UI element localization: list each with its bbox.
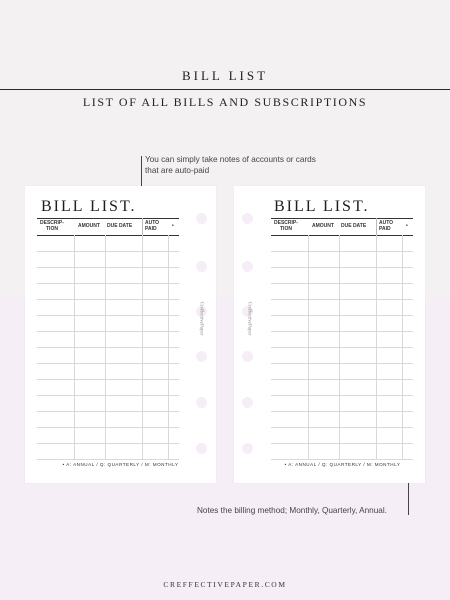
brand-watermark: CreffectivePaper: [246, 301, 252, 336]
column-header-description: [40, 220, 64, 232]
table-row-rule: [271, 283, 413, 284]
ring-hole: [242, 351, 253, 362]
column-header-due-date: DUE DATE: [107, 223, 133, 229]
table-row-rule: [37, 411, 179, 412]
column-header-amount: AMOUNT: [78, 223, 100, 229]
site-url: CREFFECTIVEPAPER.COM: [163, 580, 287, 589]
page-subtitle: LIST OF ALL BILLS AND SUBSCRIPTIONS: [82, 95, 368, 109]
table-row-rule: [271, 379, 413, 380]
column-header-due-date: DUE DATE: [341, 223, 367, 229]
table-row-rule: [37, 267, 179, 268]
column-header-billing-marker: •: [172, 223, 174, 229]
planner-page-title: BILL LIST.: [274, 198, 370, 215]
table-row-rule: [271, 347, 413, 348]
table-row-rule: [37, 443, 179, 444]
ring-hole: [242, 397, 253, 408]
column-header-auto-paid-line1: AUTO: [379, 220, 394, 226]
table-row-rule: [37, 347, 179, 348]
column-header-amount: AMOUNT: [312, 223, 334, 229]
planner-page-title: BILL LIST.: [41, 198, 137, 215]
planner-page-right: [234, 186, 425, 483]
table-row-rule: [271, 299, 413, 300]
annotation-auto-paid: [145, 154, 316, 176]
table-row-rule: [271, 395, 413, 396]
annotation-auto-paid-line2: that are auto-paid: [145, 166, 210, 175]
table-row-rule: [271, 315, 413, 316]
column-header-auto-paid-line2: PAID: [379, 226, 391, 232]
table-row-rule: [37, 363, 179, 364]
table-row-rule: [37, 251, 179, 252]
table-row-rule: [271, 363, 413, 364]
ring-hole: [242, 443, 253, 454]
column-header-description-line2: TION: [46, 226, 58, 232]
table-row-rule: [37, 283, 179, 284]
column-header-auto-paid: [379, 220, 393, 232]
ring-hole: [196, 443, 207, 454]
table-row-rule: [271, 459, 413, 460]
column-header-auto-paid: [145, 220, 159, 232]
table-row-rule: [271, 251, 413, 252]
planner-page-left: [25, 186, 216, 483]
page-title: BILL LIST: [181, 68, 269, 83]
table-header-rule: [37, 235, 179, 236]
ring-hole: [242, 213, 253, 224]
table-top-rule: [37, 218, 179, 219]
column-header-description-line1: DESCRIP-: [40, 220, 64, 226]
table-row-rule: [37, 331, 179, 332]
table-top-rule: [271, 218, 413, 219]
column-header-description-line2: TION: [280, 226, 292, 232]
header-divider-auto-paid: [376, 218, 377, 235]
ring-hole: [196, 213, 207, 224]
column-header-description: [274, 220, 298, 232]
table-row-rule: [37, 299, 179, 300]
ring-hole: [242, 261, 253, 272]
table-row-rule: [271, 443, 413, 444]
table-header-rule: [271, 235, 413, 236]
table-row-rule: [271, 267, 413, 268]
column-header-description-line1: DESCRIP-: [274, 220, 298, 226]
annotation-auto-paid-line1: You can simply take notes of accounts or cards: [145, 155, 316, 164]
table-row-rule: [37, 315, 179, 316]
brand-watermark: CreffectivePaper: [198, 301, 204, 336]
table-row-rule: [37, 379, 179, 380]
billing-legend: • A: ANNUAL / Q: QUARTERLY / M: MONTHLY: [62, 462, 179, 467]
ring-hole: [196, 397, 207, 408]
column-header-billing-marker: •: [406, 223, 408, 229]
ring-hole: [196, 261, 207, 272]
column-header-auto-paid-line2: PAID: [145, 226, 157, 232]
table-row-rule: [37, 395, 179, 396]
annotation-billing-method: Notes the billing method; Monthly, Quarterly, Annual.: [197, 506, 387, 515]
ring-hole: [196, 351, 207, 362]
table-row-rule: [271, 411, 413, 412]
table-row-rule: [37, 427, 179, 428]
table-row-rule: [271, 331, 413, 332]
header-divider-auto-paid: [142, 218, 143, 235]
column-header-auto-paid-line1: AUTO: [145, 220, 160, 226]
table-row-rule: [271, 427, 413, 428]
billing-legend: • A: ANNUAL / Q: QUARTERLY / M: MONTHLY: [284, 462, 401, 467]
header-divider: [0, 89, 450, 90]
table-row-rule: [37, 459, 179, 460]
